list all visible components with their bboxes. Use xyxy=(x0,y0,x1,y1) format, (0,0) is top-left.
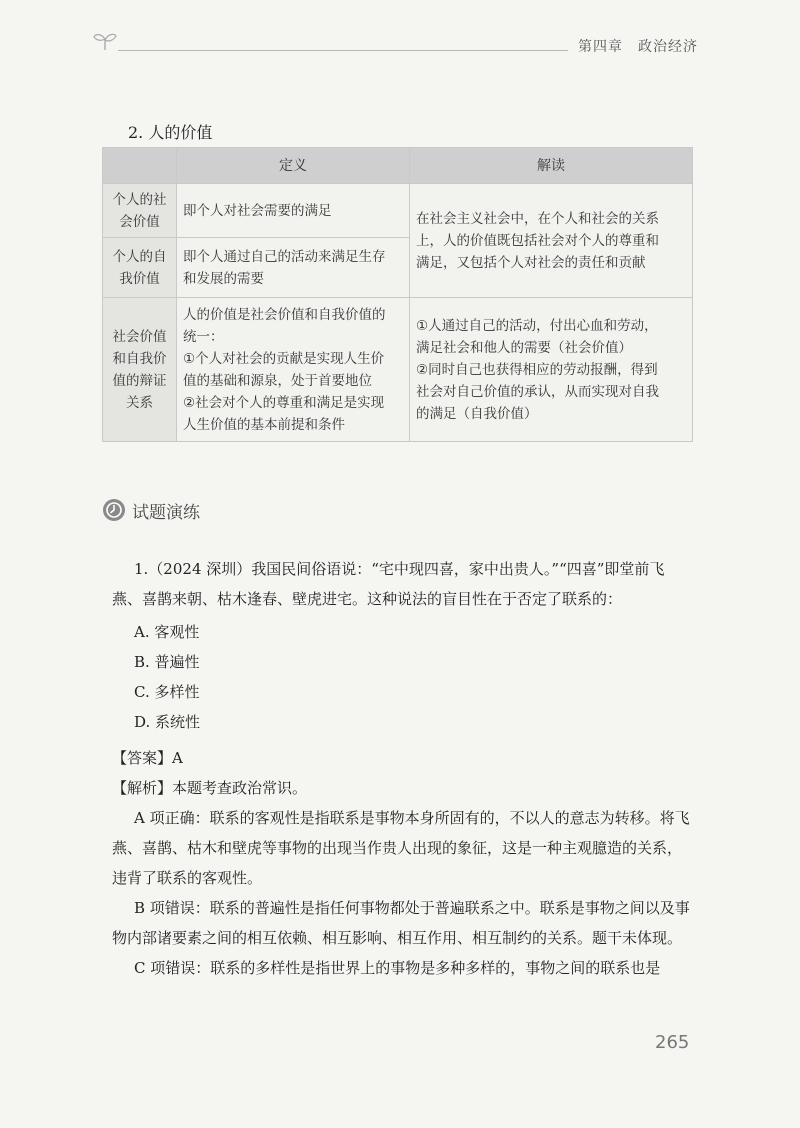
cell-line: 即个人通过自己的活动来满足生存 xyxy=(183,248,386,265)
cell-line: 在社会主义社会中，在个人和社会的关系 xyxy=(416,210,659,227)
explanation-block xyxy=(112,743,694,983)
question-line: 1.（2024 深圳）我国民间俗语说：“宅中现四喜，家中出贵人。”“四喜”即堂前 xyxy=(134,560,650,578)
human-value-table xyxy=(102,147,693,442)
header-rule xyxy=(118,50,568,51)
table-header-definition: 定义 xyxy=(177,148,410,184)
page-number: 265 xyxy=(655,1032,690,1053)
definition-social-value xyxy=(177,184,410,238)
section-title: 2. 人的价值 xyxy=(128,123,213,142)
question-options xyxy=(134,617,716,737)
option-d: D. 系统性 xyxy=(134,713,201,731)
explanation-line: 关系，违背了联系的客观性。 xyxy=(112,839,683,887)
cell-line: 个人的社 xyxy=(112,191,167,208)
chapter-title: 第四章 政治经济 xyxy=(578,39,698,55)
cell-line: 满足，又包括个人对社会的责任和贡献 xyxy=(416,254,646,271)
explanation-line: B 项错误：联系的普遍性是指任何事物都处于普遍联系之中。联系是事物之间以 xyxy=(134,899,660,917)
row-head-self-value xyxy=(103,238,177,298)
cell-line: 统一： xyxy=(183,328,224,345)
interpretation-dialectic xyxy=(410,298,693,442)
row-head-dialectic xyxy=(103,298,177,442)
explanation-a xyxy=(112,803,694,893)
cell-line: 社会对自己价值的承认，从而实现对自我 xyxy=(416,383,659,400)
option-c: C. 多样性 xyxy=(134,683,200,701)
interpretation-shared xyxy=(410,184,693,298)
cell-line: 值的辩证 xyxy=(112,372,167,389)
cell-line: 即个人对社会需要的满足 xyxy=(183,202,332,219)
cell-line: ①个人对社会的贡献是实现人生价 xyxy=(183,350,385,367)
page-header xyxy=(0,28,800,68)
cell-line: 会价值 xyxy=(119,213,160,230)
table-header-blank xyxy=(103,148,177,184)
cell-line: 和自我价 xyxy=(112,350,167,367)
cell-line: 人生价值的基本前提和条件 xyxy=(183,416,345,433)
cell-line: 上，人的价值既包括社会对个人的尊重和 xyxy=(416,232,659,249)
cell-line: 和发展的需要 xyxy=(183,270,264,287)
explanation-c xyxy=(112,953,694,983)
explanation-b xyxy=(112,893,694,953)
row-head-social-value xyxy=(103,184,177,238)
sprout-icon xyxy=(92,30,118,52)
cell-line: ①人通过自己的活动，付出心血和劳动， xyxy=(416,317,658,334)
cell-line: 我价值 xyxy=(119,270,160,287)
cell-line: 关系 xyxy=(126,394,153,411)
question-stem xyxy=(112,554,694,614)
cell-line: 值的基础和源泉，处于首要地位 xyxy=(183,372,372,389)
cell-line: 人的价值是社会价值和自我价值的 xyxy=(183,306,386,323)
definition-dialectic xyxy=(177,298,410,442)
question-line: 飞燕、喜鹊来朝、枯木逢春、壁虎进宅。这种说法的盲目性在于否定了联系的： xyxy=(112,560,665,608)
explanation-line: 将飞燕、喜鹊、枯木和壁虎等事物的出现当作贵人出现的象征，这是一种主观臆造的 xyxy=(112,809,690,857)
cell-line: 个人的自 xyxy=(112,248,167,265)
cell-line: 的满足（自我价值） xyxy=(416,405,538,422)
table-row xyxy=(103,184,693,238)
explanation-line: A 项正确：联系的客观性是指联系是事物本身所固有的，不以人的意志为转移。 xyxy=(134,809,660,827)
practice-title: 试题演练 xyxy=(132,502,200,523)
table-row xyxy=(103,298,693,442)
cell-line: ②同时自己也获得相应的劳动报酬，得到 xyxy=(416,361,658,378)
explanation-line: 体现。 xyxy=(637,929,683,947)
explanation-line: 及事物内部诸要素之间的相互依赖、相互影响、相互作用、相互制约的关系。题干未 xyxy=(112,899,690,947)
definition-self-value xyxy=(177,238,410,298)
practice-heading xyxy=(102,497,200,523)
answer-line: 【答案】A xyxy=(112,749,183,767)
clock-icon xyxy=(102,498,126,522)
analysis-line: 【解析】本题考查政治常识。 xyxy=(112,779,308,797)
option-b: B. 普遍性 xyxy=(134,653,200,671)
table-header-interpretation: 解读 xyxy=(410,148,693,184)
cell-line: ②社会对个人的尊重和满足是实现 xyxy=(183,394,385,411)
cell-line: 满足社会和他人的需要（社会价值） xyxy=(416,339,632,356)
option-a: A. 客观性 xyxy=(134,623,200,641)
explanation-line: C 项错误：联系的多样性是指世界上的事物是多种多样的，事物之间的联系也是 xyxy=(134,959,661,977)
cell-line: 社会价值 xyxy=(112,328,167,345)
table-header-row xyxy=(103,148,693,184)
